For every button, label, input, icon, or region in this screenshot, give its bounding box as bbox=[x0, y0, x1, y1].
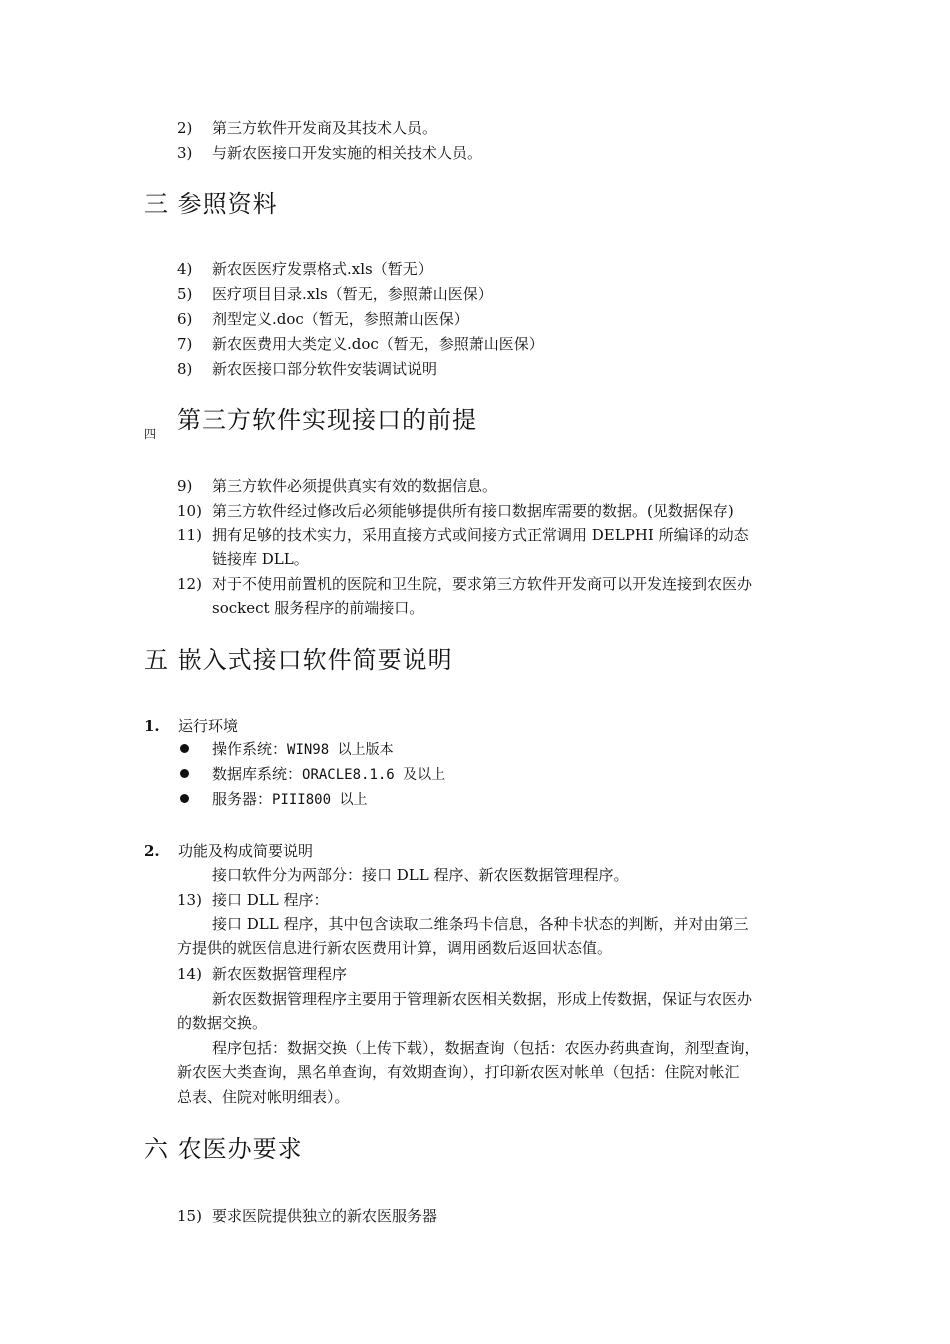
list-text: 新农医数据管理程序 bbox=[212, 965, 348, 983]
paragraph-line: 的数据交换。 bbox=[177, 1014, 268, 1032]
subsection-label: 功能及构成简要说明 bbox=[178, 842, 314, 860]
list-text: 对于不使用前置机的医院和卫生院，要求第三方软件开发商可以开发连接到农医办 bbox=[212, 575, 753, 593]
list-item bbox=[177, 962, 347, 986]
list-item bbox=[177, 357, 437, 381]
bullet-value: WIN98 以上版本 bbox=[287, 742, 394, 758]
list-number: 3) bbox=[177, 144, 193, 162]
list-number: 8) bbox=[177, 360, 193, 378]
bullet-item bbox=[212, 787, 367, 812]
subsection-title bbox=[144, 839, 313, 863]
list-number: 12) bbox=[177, 575, 202, 593]
bullet-item bbox=[212, 762, 445, 787]
paragraph-line: 新农医数据管理程序主要用于管理新农医相关数据，形成上传数据，保证与农医办 bbox=[212, 990, 753, 1008]
section-heading: 五 嵌入式接口软件简要说明 bbox=[144, 646, 453, 674]
bullet-label: 数据库系统： bbox=[212, 765, 303, 783]
bullet-value: PIII800 以上 bbox=[272, 792, 368, 808]
list-item bbox=[177, 282, 493, 306]
list-number: 9) bbox=[177, 477, 193, 495]
list-text: 剂型定义.doc（暂无，参照萧山医保） bbox=[212, 310, 469, 328]
list-text: 第三方软件经过修改后必须能够提供所有接口数据库需要的数据。(见数据保存) bbox=[212, 502, 734, 520]
bullet-icon bbox=[180, 769, 189, 778]
section-mark: 四 bbox=[144, 427, 157, 441]
subsection-number: 2. bbox=[144, 842, 160, 860]
list-number: 6) bbox=[177, 310, 193, 328]
list-text: 新农医医疗发票格式.xls（暂无） bbox=[212, 260, 433, 278]
list-item bbox=[177, 474, 497, 498]
list-number: 2) bbox=[177, 119, 193, 137]
list-item bbox=[177, 523, 749, 547]
list-text: 与新农医接口开发实施的相关技术人员。 bbox=[212, 144, 483, 162]
list-number: 14) bbox=[177, 965, 202, 983]
bullet-item bbox=[212, 737, 394, 762]
list-item bbox=[177, 116, 437, 140]
list-number: 11) bbox=[177, 526, 202, 544]
bullet-label: 服务器： bbox=[212, 790, 273, 808]
list-item bbox=[177, 499, 734, 523]
paragraph-line: 程序包括：数据交换（上传下载），数据查询（包括：农医办药典查询，剂型查询， bbox=[212, 1039, 760, 1057]
list-item bbox=[177, 141, 482, 165]
list-text: 新农医费用大类定义.doc（暂无，参照萧山医保） bbox=[212, 335, 544, 353]
paragraph-line: 总表、住院对帐明细表）。 bbox=[177, 1088, 350, 1106]
list-item bbox=[177, 307, 469, 331]
list-text: 接口 DLL 程序： bbox=[212, 891, 329, 909]
section-heading: 三 参照资料 bbox=[144, 190, 278, 218]
subsection-number: 1. bbox=[144, 717, 160, 735]
list-text-continued: 链接库 DLL。 bbox=[212, 550, 309, 568]
subsection-label: 运行环境 bbox=[178, 717, 239, 735]
list-text: 第三方软件开发商及其技术人员。 bbox=[212, 119, 438, 137]
bullet-icon bbox=[180, 744, 189, 753]
list-number: 5) bbox=[177, 285, 193, 303]
list-item bbox=[177, 572, 752, 596]
list-text: 新农医接口部分软件安装调试说明 bbox=[212, 360, 438, 378]
list-number: 4) bbox=[177, 260, 193, 278]
list-item bbox=[177, 257, 433, 281]
list-item bbox=[177, 332, 544, 356]
bullet-label: 操作系统： bbox=[212, 740, 288, 758]
section-heading: 六 农医办要求 bbox=[144, 1135, 303, 1163]
list-text: 医疗项目目录.xls（暂无，参照萧山医保） bbox=[212, 285, 493, 303]
paragraph-line: 方提供的就医信息进行新农医费用计算，调用函数后返回状态值。 bbox=[177, 939, 613, 957]
paragraph-line: 接口 DLL 程序，其中包含读取二维条玛卡信息，各种卡状态的判断，并对由第三 bbox=[212, 915, 749, 933]
list-number: 7) bbox=[177, 335, 193, 353]
list-item bbox=[177, 1204, 437, 1228]
list-number: 10) bbox=[177, 502, 202, 520]
list-number: 15) bbox=[177, 1207, 202, 1225]
paragraph-line: 新农医大类查询，黑名单查询，有效期查询），打印新农医对帐单（包括：住院对帐汇 bbox=[177, 1063, 740, 1081]
section-heading: 第三方软件实现接口的前提 bbox=[177, 406, 477, 434]
list-text: 要求医院提供独立的新农医服务器 bbox=[212, 1207, 438, 1225]
bullet-icon bbox=[180, 794, 189, 803]
paragraph: 接口软件分为两部分：接口 DLL 程序、新农医数据管理程序。 bbox=[212, 866, 629, 884]
list-text-continued: sockect 服务程序的前端接口。 bbox=[212, 599, 425, 617]
list-number: 13) bbox=[177, 891, 202, 909]
list-item bbox=[177, 888, 329, 912]
subsection-title bbox=[144, 714, 238, 738]
list-text: 第三方软件必须提供真实有效的数据信息。 bbox=[212, 477, 498, 495]
bullet-value: ORACLE8.1.6 及以上 bbox=[302, 767, 446, 783]
list-text: 拥有足够的技术实力，采用直接方式或间接方式正常调用 DELPHI 所编译的动态 bbox=[212, 526, 749, 544]
